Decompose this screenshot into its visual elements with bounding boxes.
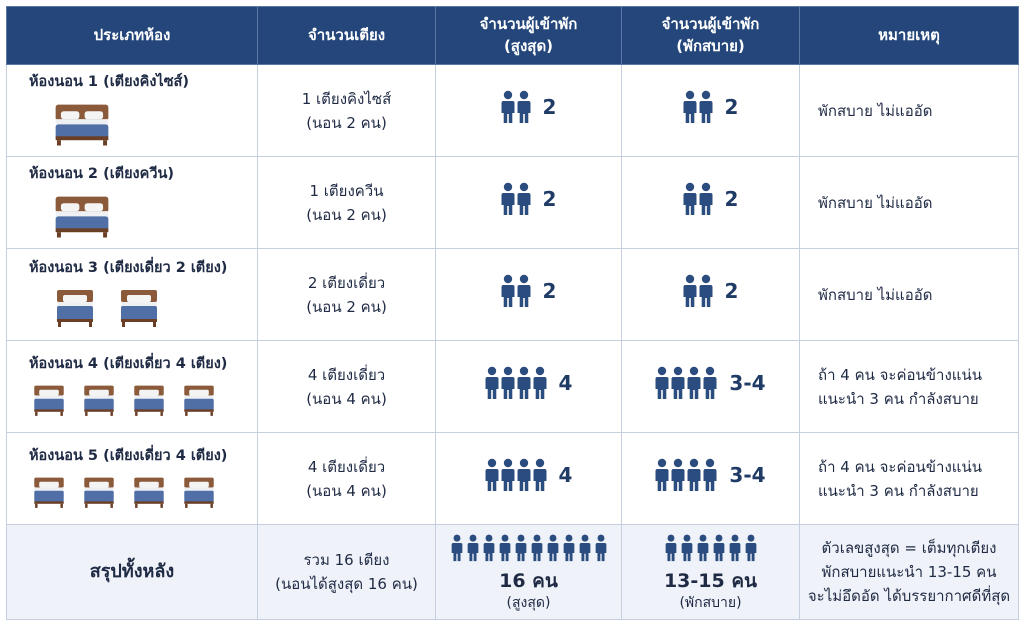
person-icon <box>578 534 592 562</box>
bed-icon <box>53 288 97 328</box>
max-count: 2 <box>542 279 557 303</box>
person-icon <box>671 366 685 400</box>
bed-icon <box>181 384 217 417</box>
person-icon <box>498 534 512 562</box>
summary-title-cell <box>7 525 258 620</box>
max-count: 4 <box>558 463 573 487</box>
table-row <box>7 433 1019 525</box>
room-cell <box>7 65 258 157</box>
table-row <box>7 65 1019 157</box>
beds-cell: 2 เตียงเดี่ยว (นอน 2 คน) <box>258 249 436 341</box>
person-icon <box>703 366 717 400</box>
max-count: 2 <box>542 95 557 119</box>
people-icons <box>485 366 547 400</box>
header-max-guests: จำนวนผู้เข้าพัก (สูงสุด) <box>436 7 622 65</box>
person-icon <box>546 534 560 562</box>
room-cell <box>7 249 258 341</box>
person-icon <box>703 458 717 492</box>
comfort-count: 3-4 <box>729 371 766 395</box>
people-icons <box>683 182 713 216</box>
header-beds: จำนวนเตียง <box>258 7 436 65</box>
person-icon <box>517 458 531 492</box>
max-cell <box>436 65 622 157</box>
header-comfort-guests: จำนวนผู้เข้าพัก (พักสบาย) <box>622 7 800 65</box>
summary-max-count: 16 คน <box>499 570 558 593</box>
room-name: ห้องนอน 3 (เตียงเดี่ยว 2 เตียง) <box>29 259 228 276</box>
person-icon <box>517 274 531 308</box>
people-icons <box>683 90 713 124</box>
note-cell: ถ้า 4 คน จะค่อนข้างแน่น แนะนำ 3 คน กำลังสบาย <box>800 433 1019 525</box>
people-icons <box>655 458 717 492</box>
person-icon <box>533 458 547 492</box>
note-cell: ถ้า 4 คน จะค่อนข้างแน่น แนะนำ 3 คน กำลังสบาย <box>800 341 1019 433</box>
person-icon <box>655 366 669 400</box>
person-icon <box>501 366 515 400</box>
person-icon <box>485 366 499 400</box>
person-icon <box>687 458 701 492</box>
person-icon <box>671 458 685 492</box>
person-icon <box>517 90 531 124</box>
person-icon <box>501 90 515 124</box>
people-icons <box>501 182 531 216</box>
beds-cell: 1 เตียงควีน (นอน 2 คน) <box>258 157 436 249</box>
summary-note-cell: ตัวเลขสูงสุด = เต็มทุกเตียง พักสบายแนะนำ 13-15 คน จะไม่อึดอัด ได้บรรยากาศดีที่สุด <box>800 525 1019 620</box>
person-icon <box>664 534 678 562</box>
person-icon <box>655 458 669 492</box>
room-name: ห้องนอน 4 (เตียงเดี่ยว 4 เตียง) <box>29 355 228 372</box>
header-note: หมายเหตุ <box>800 7 1019 65</box>
comfort-cell <box>622 341 800 433</box>
bed-icon <box>31 476 67 509</box>
max-cell <box>436 341 622 433</box>
comfort-count: 3-4 <box>729 463 766 487</box>
person-icon <box>680 534 694 562</box>
person-icon <box>699 90 713 124</box>
comfort-cell <box>622 249 800 341</box>
bed-icon <box>53 102 111 147</box>
summary-row <box>7 525 1019 620</box>
max-cell <box>436 157 622 249</box>
room-name: ห้องนอน 2 (เตียงควีน) <box>29 165 175 182</box>
room-cell <box>7 341 258 433</box>
bed-icon <box>81 384 117 417</box>
summary-comfort-cell <box>622 525 800 620</box>
bed-icon <box>117 288 161 328</box>
max-count: 2 <box>542 187 557 211</box>
person-icon <box>530 534 544 562</box>
person-icon <box>485 458 499 492</box>
comfort-cell <box>622 65 800 157</box>
person-icon <box>533 366 547 400</box>
note-cell: พักสบาย ไม่แออัด <box>800 157 1019 249</box>
table-row <box>7 157 1019 249</box>
people-icons <box>450 534 608 562</box>
person-icon <box>699 182 713 216</box>
comfort-cell <box>622 157 800 249</box>
person-icon <box>450 534 464 562</box>
person-icon <box>501 458 515 492</box>
person-icon <box>687 366 701 400</box>
max-count: 4 <box>558 371 573 395</box>
person-icon <box>466 534 480 562</box>
person-icon <box>517 366 531 400</box>
summary-max-cell <box>436 525 622 620</box>
table-row <box>7 341 1019 433</box>
note-cell: พักสบาย ไม่แออัด <box>800 65 1019 157</box>
summary-beds-cell: รวม 16 เตียง (นอนได้สูงสุด 16 คน) <box>258 525 436 620</box>
comfort-count: 2 <box>724 279 739 303</box>
note-cell: พักสบาย ไม่แออัด <box>800 249 1019 341</box>
room-cell <box>7 157 258 249</box>
bed-icon <box>131 384 167 417</box>
people-icons <box>501 274 531 308</box>
person-icon <box>696 534 710 562</box>
person-icon <box>594 534 608 562</box>
summary-max-sub: (สูงสุด) <box>506 594 551 611</box>
comfort-count: 2 <box>724 187 739 211</box>
people-icons <box>501 90 531 124</box>
header-row <box>7 7 1019 65</box>
person-icon <box>699 274 713 308</box>
max-cell <box>436 433 622 525</box>
max-cell <box>436 249 622 341</box>
room-name: ห้องนอน 1 (เตียงคิงไซส์) <box>29 73 190 90</box>
people-icons <box>664 534 758 562</box>
person-icon <box>683 182 697 216</box>
bed-icon <box>31 384 67 417</box>
person-icon <box>517 182 531 216</box>
person-icon <box>501 182 515 216</box>
beds-cell: 4 เตียงเดี่ยว (นอน 4 คน) <box>258 433 436 525</box>
comfort-cell <box>622 433 800 525</box>
person-icon <box>514 534 528 562</box>
people-icons <box>485 458 547 492</box>
room-capacity-table <box>6 6 1019 620</box>
bed-icon <box>53 194 111 239</box>
people-icons <box>655 366 717 400</box>
summary-comfort-count: 13-15 คน <box>663 570 758 593</box>
summary-comfort-sub: (พักสบาย) <box>679 594 742 611</box>
table-row <box>7 249 1019 341</box>
person-icon <box>728 534 742 562</box>
beds-cell: 4 เตียงเดี่ยว (นอน 4 คน) <box>258 341 436 433</box>
beds-cell: 1 เตียงคิงไซส์ (นอน 2 คน) <box>258 65 436 157</box>
comfort-count: 2 <box>724 95 739 119</box>
people-icons <box>683 274 713 308</box>
header-room-type: ประเภทห้อง <box>7 7 258 65</box>
person-icon <box>683 274 697 308</box>
person-icon <box>501 274 515 308</box>
room-cell <box>7 433 258 525</box>
bed-icon <box>181 476 217 509</box>
bed-icon <box>131 476 167 509</box>
bed-icon <box>81 476 117 509</box>
summary-title: สรุปทั้งหลัง <box>89 560 175 582</box>
person-icon <box>482 534 496 562</box>
room-name: ห้องนอน 5 (เตียงเดี่ยว 4 เตียง) <box>29 447 228 464</box>
person-icon <box>683 90 697 124</box>
person-icon <box>744 534 758 562</box>
person-icon <box>562 534 576 562</box>
person-icon <box>712 534 726 562</box>
